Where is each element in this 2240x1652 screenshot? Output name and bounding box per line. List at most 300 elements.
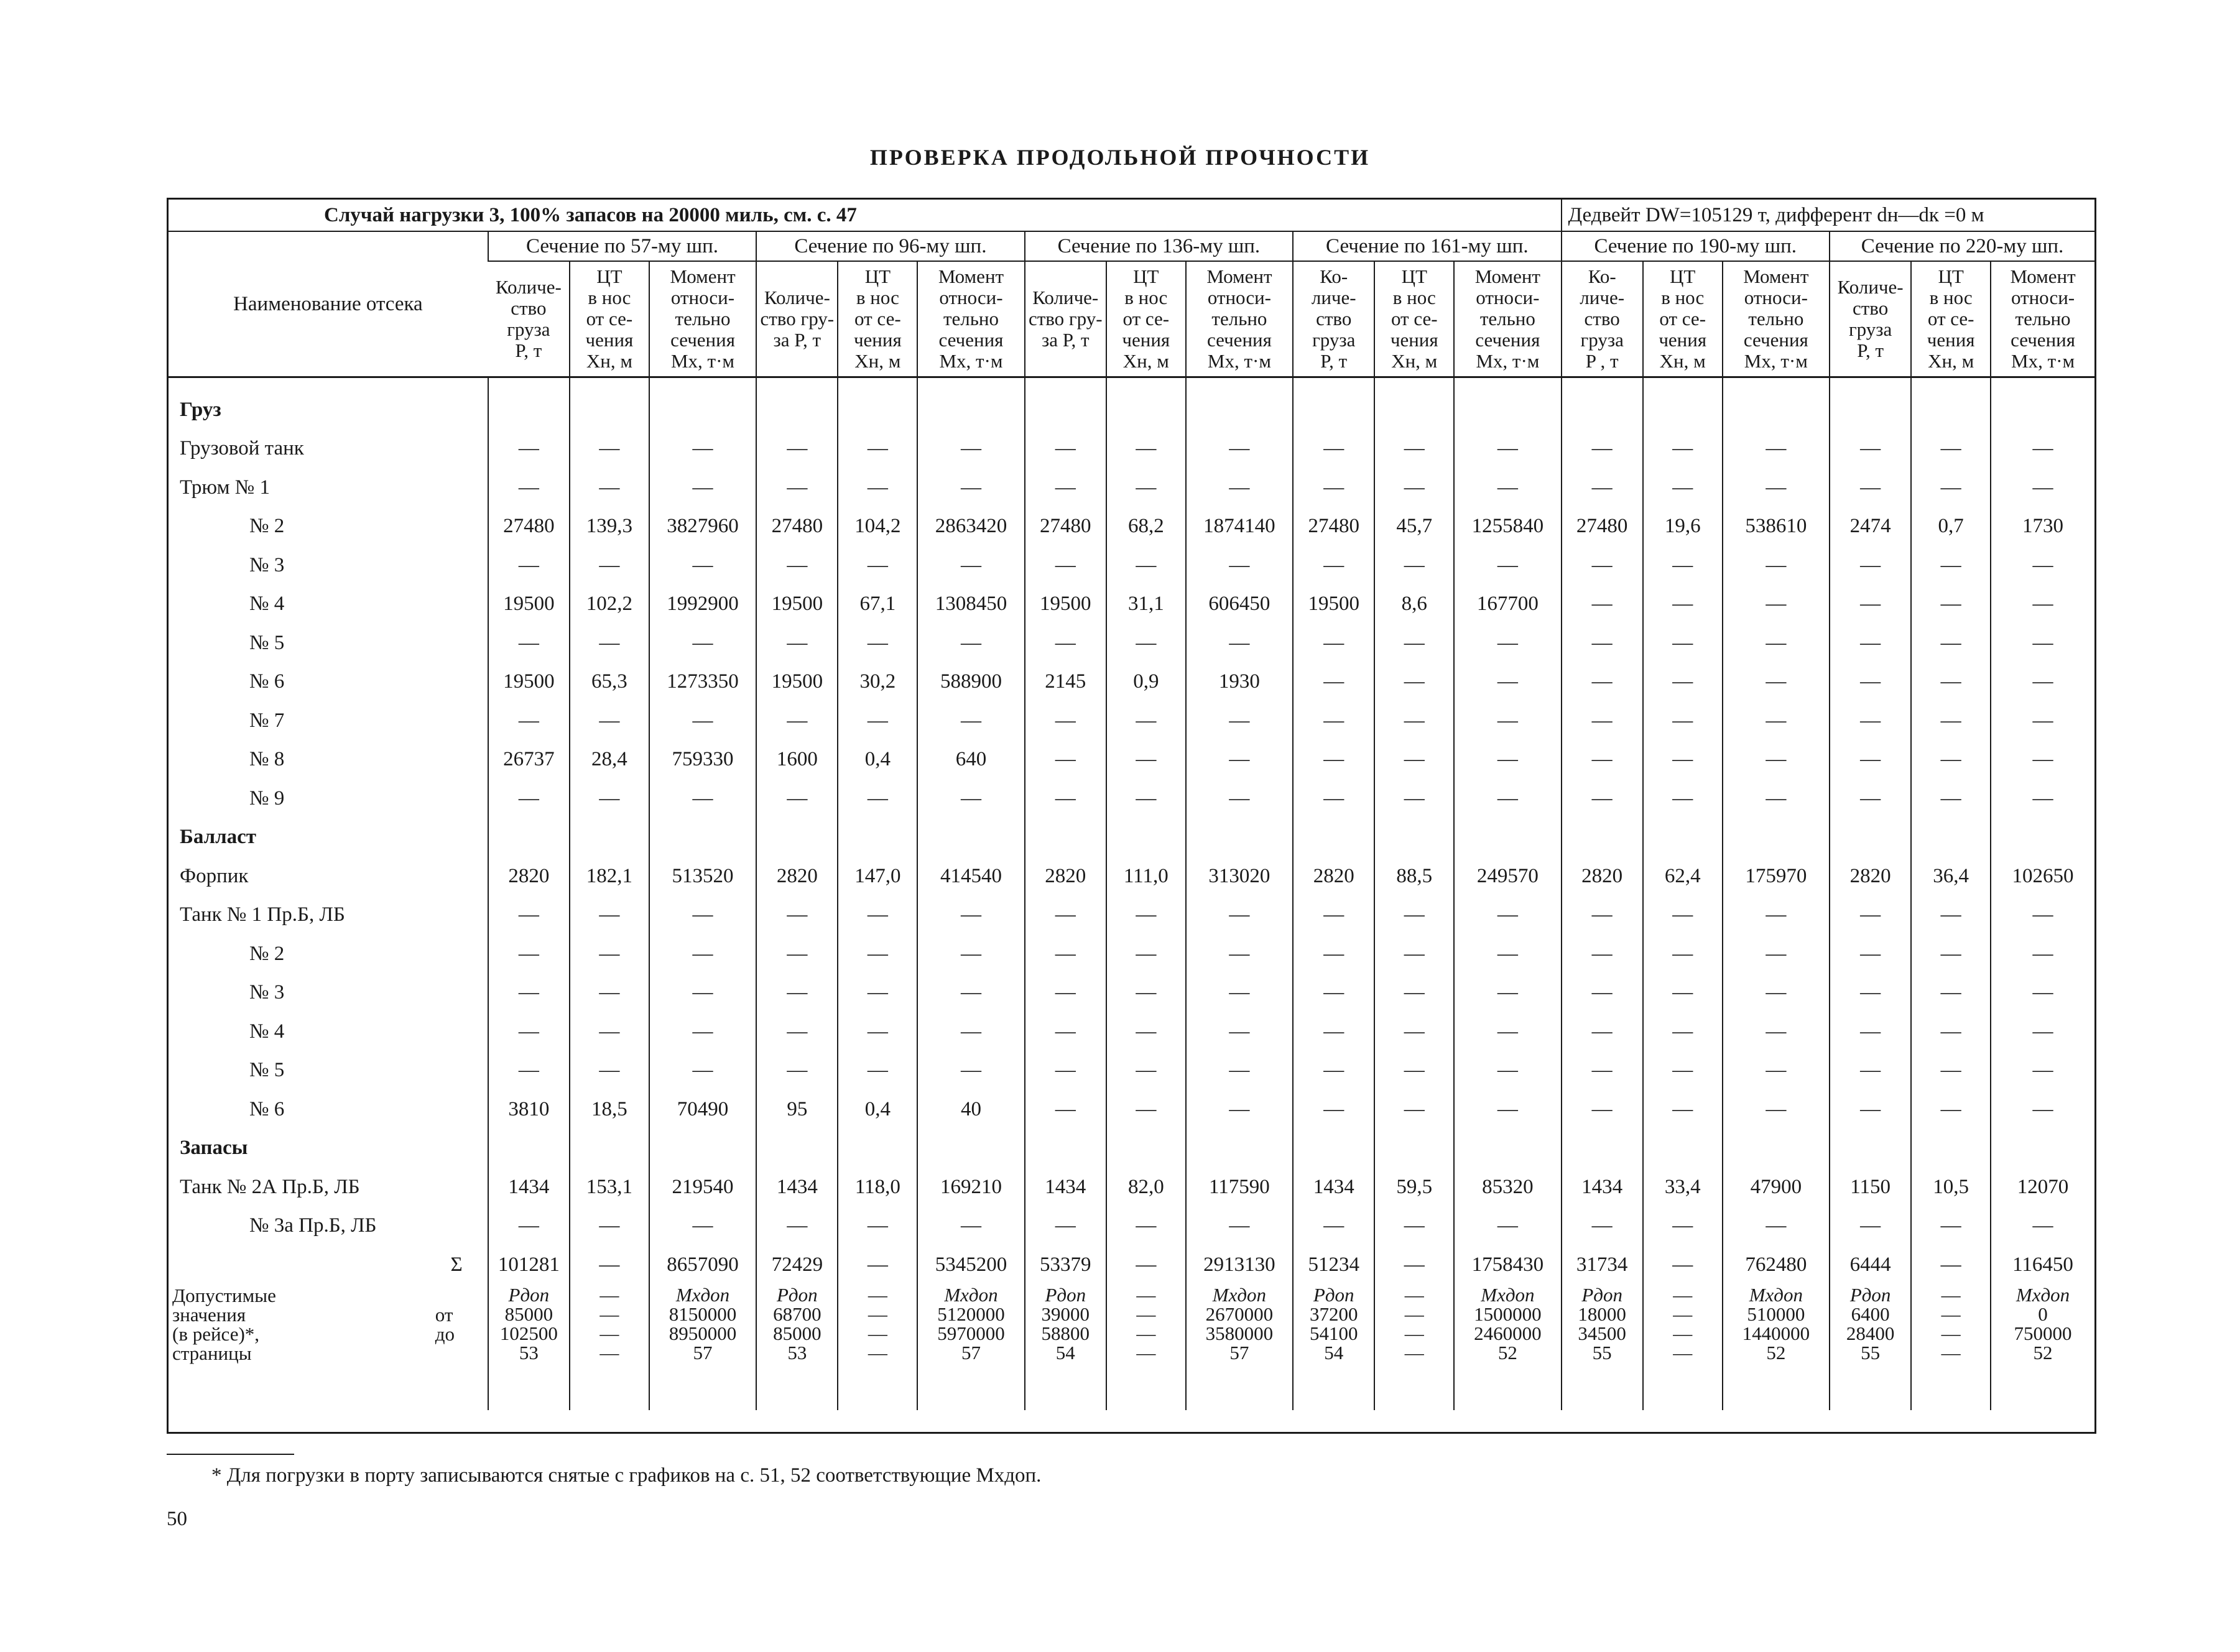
table-cell: —	[1293, 468, 1374, 507]
table-cell: 1255840	[1454, 507, 1561, 547]
table-cell	[1374, 390, 1454, 430]
allowable-value: —	[599, 1341, 619, 1364]
table-cell	[488, 390, 570, 430]
table-cell: 182,1	[570, 857, 649, 896]
table-cell: —	[1025, 1207, 1106, 1246]
allowable-value: 57	[961, 1341, 981, 1364]
table-cell: —	[1830, 624, 1911, 663]
table-cell: —	[1025, 1090, 1106, 1129]
table-cell: —	[756, 1012, 838, 1051]
column-header-quantity: Количе- ство груза P, т	[488, 261, 570, 377]
table-cell: —	[1643, 585, 1723, 624]
footnote: * Для погрузки в порту записываются снятые с графиков на с. 51, 52 соответствующие Mxдоп.	[211, 1464, 1042, 1487]
table-cell: —	[917, 974, 1024, 1013]
column-header-quantity: Ко- личе- ство груза P , т	[1562, 261, 1643, 377]
table-cell: 8657090	[649, 1245, 756, 1285]
table-cell: 40	[917, 1090, 1024, 1129]
table-cell: —	[1723, 663, 1830, 702]
table-cell: —	[1106, 624, 1186, 663]
table-cell: 45,7	[1374, 507, 1454, 547]
table-cell: —	[1830, 468, 1911, 507]
table-cell: —	[1293, 430, 1374, 469]
allowable-symbol: Mxдоп	[675, 1285, 730, 1306]
table-cell: —	[1562, 934, 1643, 974]
table-cell: —	[1723, 974, 1830, 1013]
table-cell: 19500	[1025, 585, 1106, 624]
spacer-cell	[838, 377, 917, 391]
table-cell	[1025, 390, 1106, 430]
table-cell: —	[1723, 430, 1830, 469]
table-cell: 27480	[488, 507, 570, 547]
table-cell: 31734	[1562, 1245, 1643, 1285]
compartment-name: № 2	[249, 942, 285, 965]
allowable-values-cell	[1562, 1285, 1643, 1410]
allowable-value: —	[1136, 1341, 1156, 1364]
table-cell: —	[488, 430, 570, 469]
table-cell: 19500	[1293, 585, 1374, 624]
table-cell: —	[756, 779, 838, 818]
table-cell: 513520	[649, 857, 756, 896]
table-cell	[1830, 390, 1911, 430]
table-cell: —	[1454, 1207, 1561, 1246]
table-cell: —	[1106, 1051, 1186, 1091]
table-cell: —	[1025, 430, 1106, 469]
table-cell: —	[1106, 1012, 1186, 1051]
table-cell	[1562, 1129, 1643, 1168]
table-cell: —	[1454, 896, 1561, 935]
table-cell: —	[917, 430, 1024, 469]
spacer-cell	[1186, 377, 1293, 391]
table-cell	[917, 390, 1024, 430]
table-cell: 117590	[1186, 1168, 1293, 1207]
table-cell: —	[1186, 974, 1293, 1013]
table-cell	[1106, 390, 1186, 430]
allowable-symbol: Pдоп	[777, 1285, 818, 1306]
table-cell	[649, 818, 756, 857]
table-cell: 27480	[1025, 507, 1106, 547]
table-cell	[649, 1129, 756, 1168]
table-cell: —	[1374, 974, 1454, 1013]
allowable-value: 54	[1324, 1341, 1344, 1364]
allowable-symbol: Pдоп	[1045, 1285, 1086, 1306]
table-cell: —	[756, 624, 838, 663]
compartment-name: Форпик	[180, 864, 249, 887]
spacer-cell	[1991, 377, 2094, 391]
table-cell: —	[1106, 1245, 1186, 1285]
compartment-name: Трюм № 1	[180, 476, 270, 499]
table-cell: —	[1562, 1090, 1643, 1129]
column-header-center: ЦТ в нос от се- чения Xн, м	[1911, 261, 1991, 377]
table-cell: 95	[756, 1090, 838, 1129]
compartment-name: № 2	[249, 515, 285, 538]
table-cell: —	[1454, 974, 1561, 1013]
table-cell: —	[1454, 1051, 1561, 1091]
table-cell: —	[570, 1012, 649, 1051]
table-cell: —	[1186, 701, 1293, 741]
table-cell	[1911, 1129, 1991, 1168]
table-cell: —	[917, 934, 1024, 974]
allowable-value: 52	[2033, 1341, 2053, 1364]
table-cell: —	[838, 974, 917, 1013]
table-cell: —	[1025, 974, 1106, 1013]
table-cell: —	[1025, 468, 1106, 507]
allowable-values-cell	[1293, 1285, 1374, 1410]
allowable-value: 1440000	[1742, 1322, 1810, 1344]
table-cell: —	[1454, 624, 1561, 663]
allowable-symbol: Pдоп	[1849, 1285, 1891, 1306]
table-cell: —	[1293, 779, 1374, 818]
allowable-values-label	[169, 1285, 488, 1410]
table-cell: —	[1830, 1207, 1911, 1246]
table-cell: —	[1293, 1090, 1374, 1129]
table-cell: —	[756, 430, 838, 469]
table-cell: 47900	[1723, 1168, 1830, 1207]
table-cell	[1374, 1129, 1454, 1168]
table-cell: —	[1911, 741, 1991, 780]
table-cell	[1186, 1129, 1293, 1168]
spacer-cell	[917, 377, 1024, 391]
table-cell: —	[1562, 430, 1643, 469]
footnote-divider	[167, 1454, 294, 1455]
allowable-value: 52	[1766, 1341, 1786, 1364]
table-cell: —	[1723, 934, 1830, 974]
spacer-cell	[169, 377, 488, 391]
table-cell: 53379	[1025, 1245, 1106, 1285]
table-cell: —	[570, 624, 649, 663]
table-cell: —	[1911, 546, 1991, 585]
table-row	[169, 701, 2094, 741]
table-cell: —	[1830, 701, 1911, 741]
table-cell: —	[756, 1051, 838, 1091]
table-cell: —	[1562, 546, 1643, 585]
table-cell: —	[1293, 624, 1374, 663]
table-cell: —	[1911, 663, 1991, 702]
table-cell: —	[838, 1245, 917, 1285]
section-title: Сечение по 220-му шп.	[1830, 231, 2094, 261]
table-cell: —	[1374, 663, 1454, 702]
table-cell	[1293, 818, 1374, 857]
allowable-values-cell	[1991, 1285, 2094, 1410]
table-cell: —	[1106, 974, 1186, 1013]
allowable-values-cell	[1025, 1285, 1106, 1410]
table-cell	[1911, 818, 1991, 857]
compartment-name: № 6	[249, 1097, 285, 1120]
table-cell: —	[917, 1051, 1024, 1091]
compartment-name: № 5	[249, 631, 285, 654]
allowable-values-cell	[488, 1285, 570, 1410]
table-cell: —	[1830, 1090, 1911, 1129]
table-cell	[1991, 390, 2094, 430]
allowable-values-cell	[1106, 1285, 1186, 1410]
table-cell: —	[570, 701, 649, 741]
table-cell: 62,4	[1643, 857, 1723, 896]
table-cell: —	[1454, 546, 1561, 585]
table-cell: —	[1562, 741, 1643, 780]
strength-table-grid	[169, 200, 2094, 1410]
table-cell: —	[838, 701, 917, 741]
table-cell: —	[1374, 779, 1454, 818]
compartment-name: № 4	[249, 593, 285, 616]
table-cell: —	[1991, 468, 2094, 507]
table-cell: —	[1454, 1012, 1561, 1051]
table-cell	[1723, 390, 1830, 430]
table-cell: —	[1186, 1207, 1293, 1246]
deadweight-caption: Дедвейт DW=105129 т, дифферент dн—dк =0 м	[1562, 200, 2094, 231]
table-cell: 36,4	[1911, 857, 1991, 896]
table-cell: 27480	[1562, 507, 1643, 547]
table-cell: 139,3	[570, 507, 649, 547]
table-cell	[1106, 1129, 1186, 1168]
allowable-value: —	[1404, 1322, 1424, 1344]
table-cell	[1186, 818, 1293, 857]
compartment-name: № 9	[249, 787, 285, 810]
table-cell: 101281	[488, 1245, 570, 1285]
column-header-quantity: Количе- ство гру- за P, т	[1025, 261, 1106, 377]
table-cell: 0,7	[1911, 507, 1991, 547]
spacer-cell	[1025, 377, 1106, 391]
table-cell: —	[1830, 1012, 1911, 1051]
table-cell: —	[1991, 701, 2094, 741]
table-cell: —	[1643, 546, 1723, 585]
table-cell: —	[488, 974, 570, 1013]
allowable-value: 102500	[499, 1322, 558, 1344]
table-cell: —	[649, 430, 756, 469]
table-cell: 104,2	[838, 507, 917, 547]
allowable-symbol: Mxдоп	[2016, 1285, 2070, 1306]
table-cell: —	[1374, 1012, 1454, 1051]
spacer-cell	[1106, 377, 1186, 391]
table-cell: 72429	[756, 1245, 838, 1285]
table-cell: —	[1830, 896, 1911, 935]
to-label: до	[435, 1322, 455, 1345]
table-cell: —	[1293, 934, 1374, 974]
table-cell: —	[1374, 546, 1454, 585]
table-cell: —	[838, 1012, 917, 1051]
table-cell: —	[1991, 585, 2094, 624]
allowable-value: 58800	[1041, 1322, 1090, 1344]
column-header-center: ЦТ в нос от се- чения Xн, м	[1106, 261, 1186, 377]
column-header-moment: Момент относи- тельно сечения Mx, т·м	[1186, 261, 1293, 377]
table-row	[169, 1090, 2094, 1129]
allowable-value: 28400	[1846, 1322, 1895, 1344]
table-cell: —	[1991, 896, 2094, 935]
table-cell: 1434	[756, 1168, 838, 1207]
column-header-center: ЦТ в нос от се- чения Xн, м	[570, 261, 649, 377]
table-cell: —	[1830, 974, 1911, 1013]
spacer-cell	[1562, 377, 1643, 391]
table-cell: —	[1991, 546, 2094, 585]
table-cell: —	[1911, 896, 1991, 935]
table-cell: —	[649, 934, 756, 974]
table-cell: —	[1106, 1207, 1186, 1246]
allowable-value: 57	[1229, 1341, 1249, 1364]
compartment-name: Σ	[450, 1253, 463, 1276]
table-cell: —	[1911, 585, 1991, 624]
table-cell: —	[838, 896, 917, 935]
table-cell: 762480	[1723, 1245, 1830, 1285]
table-cell: 169210	[917, 1168, 1024, 1207]
table-cell: —	[1106, 701, 1186, 741]
table-cell: 147,0	[838, 857, 917, 896]
table-cell: —	[756, 546, 838, 585]
table-cell: 5345200	[917, 1245, 1024, 1285]
table-cell: —	[488, 896, 570, 935]
table-row	[169, 1012, 2094, 1051]
page-title: ПРОВЕРКА ПРОДОЛЬНОЙ ПРОЧНОСТИ	[869, 145, 1371, 170]
table-cell: —	[1830, 585, 1911, 624]
allowable-values-cell	[649, 1285, 756, 1410]
table-cell: 19500	[756, 663, 838, 702]
table-cell: —	[756, 468, 838, 507]
table-cell: —	[1374, 896, 1454, 935]
table-cell: —	[1106, 934, 1186, 974]
table-row	[169, 779, 2094, 818]
table-cell: 10,5	[1911, 1168, 1991, 1207]
allowable-value: 55	[1592, 1341, 1612, 1364]
table-cell: —	[1106, 468, 1186, 507]
table-cell: —	[1106, 546, 1186, 585]
table-cell: —	[1454, 1090, 1561, 1129]
table-row	[169, 896, 2094, 935]
table-cell: —	[1293, 1012, 1374, 1051]
allowable-label-line: значения	[172, 1303, 246, 1326]
table-cell: 1150	[1830, 1168, 1911, 1207]
allowable-value: 54100	[1309, 1322, 1358, 1344]
allowable-value: —	[1136, 1303, 1156, 1325]
table-cell: —	[1991, 1012, 2094, 1051]
table-cell: —	[756, 701, 838, 741]
table-cell: —	[649, 1207, 756, 1246]
table-cell: —	[1991, 974, 2094, 1013]
table-cell: —	[1374, 1245, 1454, 1285]
table-cell	[1562, 818, 1643, 857]
table-cell: —	[1106, 430, 1186, 469]
table-cell: —	[1911, 934, 1991, 974]
compartment-name: № 7	[249, 709, 285, 732]
allowable-value: —	[1941, 1322, 1961, 1344]
table-cell: —	[1374, 1090, 1454, 1129]
table-cell: —	[1374, 701, 1454, 741]
table-cell: —	[1991, 741, 2094, 780]
table-cell	[1723, 818, 1830, 857]
allowable-values-cell	[756, 1285, 838, 1410]
table-cell	[1374, 818, 1454, 857]
table-cell: 19500	[488, 663, 570, 702]
table-cell: 1992900	[649, 585, 756, 624]
table-cell: —	[1025, 624, 1106, 663]
table-cell: —	[1911, 1051, 1991, 1091]
table-cell: —	[1186, 934, 1293, 974]
table-cell: 2820	[1562, 857, 1643, 896]
table-cell: —	[1293, 1051, 1374, 1091]
allowable-value: —	[599, 1322, 619, 1344]
allowable-value: 2460000	[1474, 1322, 1542, 1344]
compartment-name: № 4	[249, 1020, 285, 1043]
allowable-symbol: —	[868, 1285, 887, 1306]
from-label: от	[435, 1303, 453, 1326]
table-cell: —	[570, 934, 649, 974]
table-cell: —	[1293, 663, 1374, 702]
allowable-symbol: —	[1673, 1285, 1693, 1306]
table-cell: —	[1643, 1207, 1723, 1246]
column-header-moment: Момент относи- тельно сечения Mx, т·м	[649, 261, 756, 377]
table-cell: —	[1374, 624, 1454, 663]
table-cell: 3827960	[649, 507, 756, 547]
table-cell: —	[1643, 934, 1723, 974]
table-cell: —	[488, 701, 570, 741]
table-cell: —	[1643, 741, 1723, 780]
table-cell: 116450	[1991, 1245, 2094, 1285]
table-row	[169, 934, 2094, 974]
table-cell: —	[488, 934, 570, 974]
table-cell: 313020	[1186, 857, 1293, 896]
table-cell: 1434	[1025, 1168, 1106, 1207]
compartment-name: Танк № 2А Пр.Б, ЛБ	[180, 1175, 360, 1198]
table-cell: —	[1991, 1051, 2094, 1091]
table-cell: —	[1025, 1051, 1106, 1091]
table-cell: 640	[917, 741, 1024, 780]
table-cell: —	[488, 1012, 570, 1051]
table-row	[169, 585, 2094, 624]
allowable-symbol: —	[599, 1285, 619, 1306]
allowable-value: —	[1404, 1341, 1424, 1364]
table-cell: 59,5	[1374, 1168, 1454, 1207]
table-cell: 19500	[488, 585, 570, 624]
table-cell: 51234	[1293, 1245, 1374, 1285]
table-cell: —	[1830, 430, 1911, 469]
compartment-name: № 5	[249, 1059, 285, 1082]
table-cell	[1454, 818, 1561, 857]
allowable-value: 39000	[1041, 1303, 1090, 1325]
allowable-value: 5970000	[937, 1322, 1005, 1344]
allowable-symbol: Mxдоп	[944, 1285, 998, 1306]
table-cell: 2820	[1293, 857, 1374, 896]
table-cell: —	[1723, 1051, 1830, 1091]
allowable-symbol: Mxдоп	[1212, 1285, 1267, 1306]
table-cell: —	[1911, 468, 1991, 507]
table-row	[169, 468, 2094, 507]
table-cell: —	[1911, 779, 1991, 818]
table-cell: —	[1293, 701, 1374, 741]
table-cell: —	[1830, 934, 1911, 974]
table-cell: —	[1911, 701, 1991, 741]
table-cell: —	[1643, 779, 1723, 818]
table-cell: —	[1106, 741, 1186, 780]
table-row	[169, 1245, 2094, 1285]
allowable-value: —	[1941, 1303, 1961, 1325]
spacer-cell	[488, 377, 570, 391]
table-cell: —	[838, 468, 917, 507]
allowable-value: 5120000	[937, 1303, 1005, 1325]
table-cell: —	[1643, 1090, 1723, 1129]
allowable-value: 85000	[773, 1322, 821, 1344]
spacer-cell	[570, 377, 649, 391]
allowable-symbol: Pдоп	[508, 1285, 550, 1306]
table-cell: —	[917, 779, 1024, 818]
table-cell: —	[1454, 934, 1561, 974]
allowable-value: 0	[2038, 1303, 2048, 1325]
table-cell: —	[917, 624, 1024, 663]
table-cell: —	[838, 430, 917, 469]
page-number: 50	[167, 1508, 187, 1530]
table-row	[169, 1129, 2094, 1168]
table-cell: 68,2	[1106, 507, 1186, 547]
table-cell: 0,4	[838, 1090, 917, 1129]
table-cell: 153,1	[570, 1168, 649, 1207]
compartment-name: Запасы	[180, 1137, 248, 1160]
table-cell: 28,4	[570, 741, 649, 780]
allowable-values-cell	[917, 1285, 1024, 1410]
